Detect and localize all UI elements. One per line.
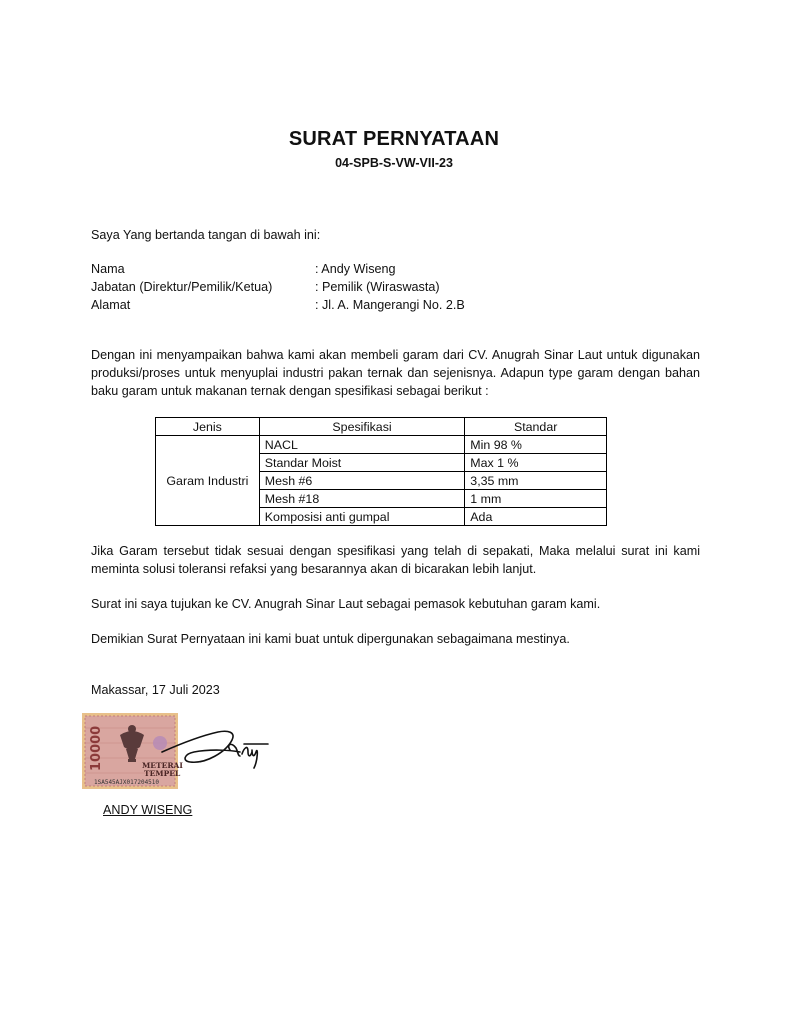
stamp-label-1: METERAI [142, 761, 183, 770]
field-label: Alamat [91, 298, 131, 312]
header-spesifikasi: Spesifikasi [259, 418, 465, 436]
paragraph-tolerance: Jika Garam tersebut tidak sesuai dengan spesifikasi yang telah di sepakati, Maka melalui surat ini kami meminta solusi toleransi refaksi yang besarannya akan di bicarakan lebih lanjut. [91, 544, 700, 576]
spec-cell: Mesh #6 [259, 472, 465, 490]
header-jenis: Jenis [156, 418, 260, 436]
standard-cell: Ada [465, 508, 607, 526]
signature-icon [160, 722, 270, 772]
field-label: Nama [91, 262, 125, 276]
place-date: Makassar, 17 Juli 2023 [91, 683, 220, 697]
intro-text: Saya Yang bertanda tangan di bawah ini: [91, 228, 321, 242]
field-value: : Pemilik (Wiraswasta) [315, 280, 440, 294]
paragraph-addressee: Surat ini saya tujukan ke CV. Anugrah Sinar Laut sebagai pemasok kebutuhan garam kami. [91, 597, 601, 611]
spec-cell: Standar Moist [259, 454, 465, 472]
field-value: : Andy Wiseng [315, 262, 396, 276]
header-standar: Standar [465, 418, 607, 436]
stamp-label-2: TEMPEL [144, 769, 181, 778]
standard-cell: Min 98 % [465, 436, 607, 454]
spec-cell: NACL [259, 436, 465, 454]
spec-cell: Mesh #18 [259, 490, 465, 508]
jenis-cell: Garam Industri [156, 436, 260, 526]
standard-cell: Max 1 % [465, 454, 607, 472]
field-label: Jabatan (Direktur/Pemilik/Ketua) [91, 280, 273, 294]
document-number: 04-SPB-S-VW-VII-23 [335, 156, 453, 170]
standard-cell: 1 mm [465, 490, 607, 508]
field-value: : Jl. A. Mangerangi No. 2.B [315, 298, 465, 312]
standard-cell: 3,35 mm [465, 472, 607, 490]
paragraph-closing: Demikian Surat Pernyataan ini kami buat untuk dipergunakan sebagaimana mestinya. [91, 632, 570, 646]
signer-name: ANDY WISENG [103, 803, 193, 817]
document-title: SURAT PERNYATAAN [288, 128, 500, 150]
table-header-row [156, 418, 607, 436]
table-row [156, 436, 607, 454]
stamp-serial: 1SA545AJX017204510 [94, 779, 160, 786]
specification-table [155, 417, 607, 526]
paragraph-purpose: Dengan ini menyampaikan bahwa kami akan membeli garam dari CV. Anugrah Sinar Laut untuk digunakan produksi/proses untuk menyuplai industri pakan ternak dan sejenisnya. Adapun type garam dengan bahan baku garam untuk makanan ternak dengan spesifikasi sebagai berikut : [91, 348, 700, 398]
spec-cell: Komposisi anti gumpal [259, 508, 465, 526]
stamp-amount: 10000 [89, 725, 104, 771]
